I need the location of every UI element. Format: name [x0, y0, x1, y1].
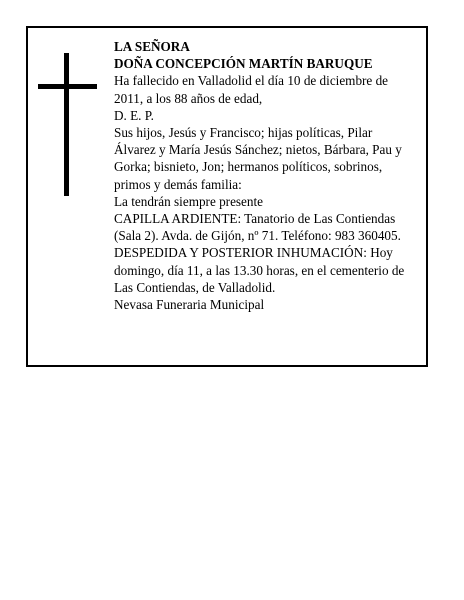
- body-line: 2011, a los 88 años de edad,: [114, 90, 263, 106]
- heading-title: LA SEÑORA: [114, 39, 190, 54]
- cross-vertical-bar: [64, 53, 69, 196]
- body-line: (Sala 2). Avda. de Gijón, nº 71. Teléfono: 983 360405.: [114, 228, 401, 244]
- body-line: Ha fallecido en Valladolid el día 10 de diciembre de: [114, 73, 389, 89]
- deceased-name: DOÑA CONCEPCIÓN MARTÍN BARUQUE: [114, 56, 373, 72]
- body-line: Nevasa Funeraria Municipal: [114, 297, 265, 313]
- obituary-text: [114, 38, 420, 313]
- body-line: domingo, día 11, a las 13.30 horas, en el cementerio de: [114, 262, 405, 278]
- cross-horizontal-bar: [38, 84, 97, 89]
- body-line: La tendrán siempre presente: [114, 193, 264, 209]
- body-line: DESPEDIDA Y POSTERIOR INHUMACIÓN: Hoy: [114, 245, 393, 261]
- body-line: Álvarez y María Jesús Sánchez; nietos, Bárbara, Pau y: [114, 142, 402, 158]
- body-line: Sus hijos, Jesús y Francisco; hijas políticas, Pilar: [114, 125, 373, 141]
- body-line: Las Contiendas, de Valladolid.: [114, 279, 276, 295]
- body-line: CAPILLA ARDIENTE: Tanatorio de Las Contiendas: [114, 211, 396, 227]
- body-line: D. E. P.: [114, 107, 154, 123]
- body-line: Gorka; bisnieto, Jon; hermanos políticos, sobrinos,: [114, 159, 383, 175]
- body-line: primos y demás familia:: [114, 176, 242, 192]
